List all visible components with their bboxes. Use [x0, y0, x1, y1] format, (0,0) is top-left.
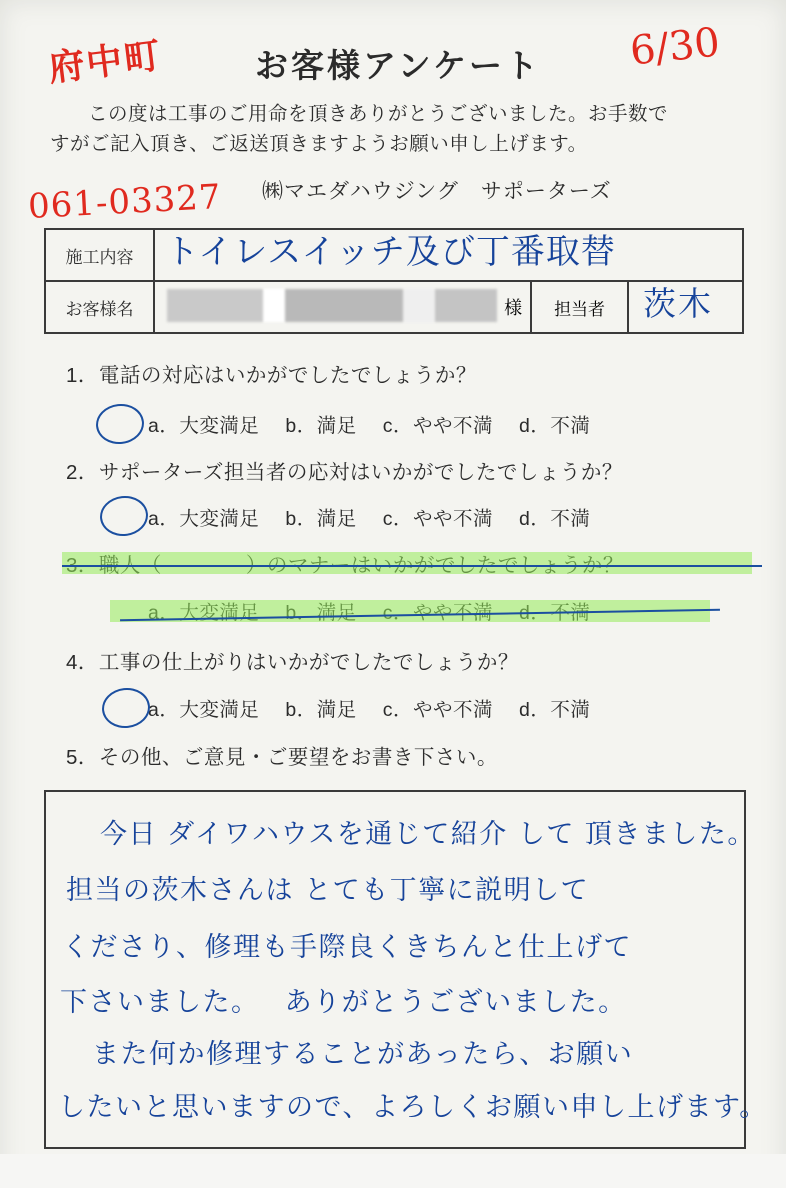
customer-name-suffix: 様 — [504, 298, 523, 318]
question-2-text: サポーターズ担当者の応対はいかがでしたでしょうか？ — [98, 461, 623, 484]
staff-label: 担当者 — [531, 281, 628, 333]
option-d[interactable]: d．不満 — [518, 415, 591, 437]
comment-line-3: くださり、修理も手際良くきちんと仕上げて — [62, 932, 632, 963]
company-name: ㈱マエダハウジング サポーターズ — [262, 180, 612, 203]
question-2-options — [148, 503, 590, 531]
option-b[interactable]: b．満足 — [285, 415, 357, 437]
page-bottom-edge — [0, 1154, 786, 1188]
question-5-text: その他、ご意見・ご要望をお書き下さい。 — [98, 746, 498, 769]
table-row — [45, 229, 743, 281]
staff-name-handwritten: 茨木 — [642, 284, 713, 323]
page-title: お客様アンケート — [255, 47, 542, 84]
question-1-options — [148, 410, 590, 438]
customer-name-label: お客様名 — [45, 281, 154, 333]
comment-line-6: したいと思いますので、よろしくお願い申し上げます。 — [58, 1092, 768, 1123]
intro-line-1: この度は工事のご用命を頂きありがとうございました。お手数で — [88, 103, 669, 125]
question-1-text: 電話の対応はいかがでしたでしょうか？ — [98, 364, 477, 387]
answer-circle-q2 — [98, 494, 150, 539]
option-d[interactable]: d．不満 — [518, 699, 591, 721]
highlight-q3-text — [62, 552, 752, 574]
table-row — [45, 281, 743, 333]
question-2 — [66, 455, 623, 485]
work-content-handwritten: トイレスイッチ及び丁番取替 — [164, 232, 616, 272]
option-a[interactable]: a．大変満足 — [148, 699, 260, 721]
question-2-number: 2． — [66, 461, 99, 484]
question-5-number: 5． — [66, 746, 99, 769]
question-1 — [66, 358, 477, 388]
job-number-handwritten: 061-03327 — [27, 176, 223, 228]
comment-line-2: 担当の茨木さんは とても丁寧に説明して — [66, 875, 590, 906]
staff-value-cell — [628, 281, 743, 333]
option-d[interactable]: d．不満 — [518, 508, 591, 530]
comment-line-5: また何か修理することがあったら、お願い — [92, 1039, 634, 1070]
option-a[interactable]: a．大変満足 — [148, 415, 260, 437]
work-content-value-cell — [154, 229, 743, 281]
date-handwritten: 6/30 — [627, 19, 722, 75]
option-b[interactable]: b．満足 — [285, 508, 357, 530]
work-content-label: 施工内容 — [45, 229, 154, 281]
question-4-number: 4． — [66, 651, 99, 674]
question-4-options — [148, 694, 590, 722]
town-stamp-handwritten: 府中町 — [46, 35, 165, 90]
strikethrough-q3-text — [62, 565, 762, 567]
option-b[interactable]: b．満足 — [285, 699, 357, 721]
comment-line-4: 下さいました。 ありがとうございました。 — [60, 987, 627, 1018]
answer-circle-q1 — [94, 402, 146, 447]
option-c[interactable]: c．やや不満 — [382, 699, 493, 721]
question-4-text: 工事の仕上がりはいかがでしたでしょうか？ — [98, 651, 519, 674]
question-5 — [66, 740, 498, 770]
intro-line-2: すがご記入頂き、ご返送頂きますようお願い申し上げます。 — [50, 133, 588, 155]
comment-line-1: 今日 ダイワハウスを通じて紹介 して 頂きました。 — [100, 819, 756, 850]
question-1-number: 1． — [66, 364, 99, 387]
customer-info-table — [44, 228, 744, 334]
option-c[interactable]: c．やや不満 — [382, 508, 493, 530]
question-4 — [66, 645, 519, 675]
redacted-customer-name — [167, 289, 497, 322]
answer-circle-q4 — [100, 686, 152, 731]
option-c[interactable]: c．やや不満 — [382, 415, 493, 437]
option-a[interactable]: a．大変満足 — [148, 508, 260, 530]
customer-name-value-cell — [154, 281, 531, 333]
